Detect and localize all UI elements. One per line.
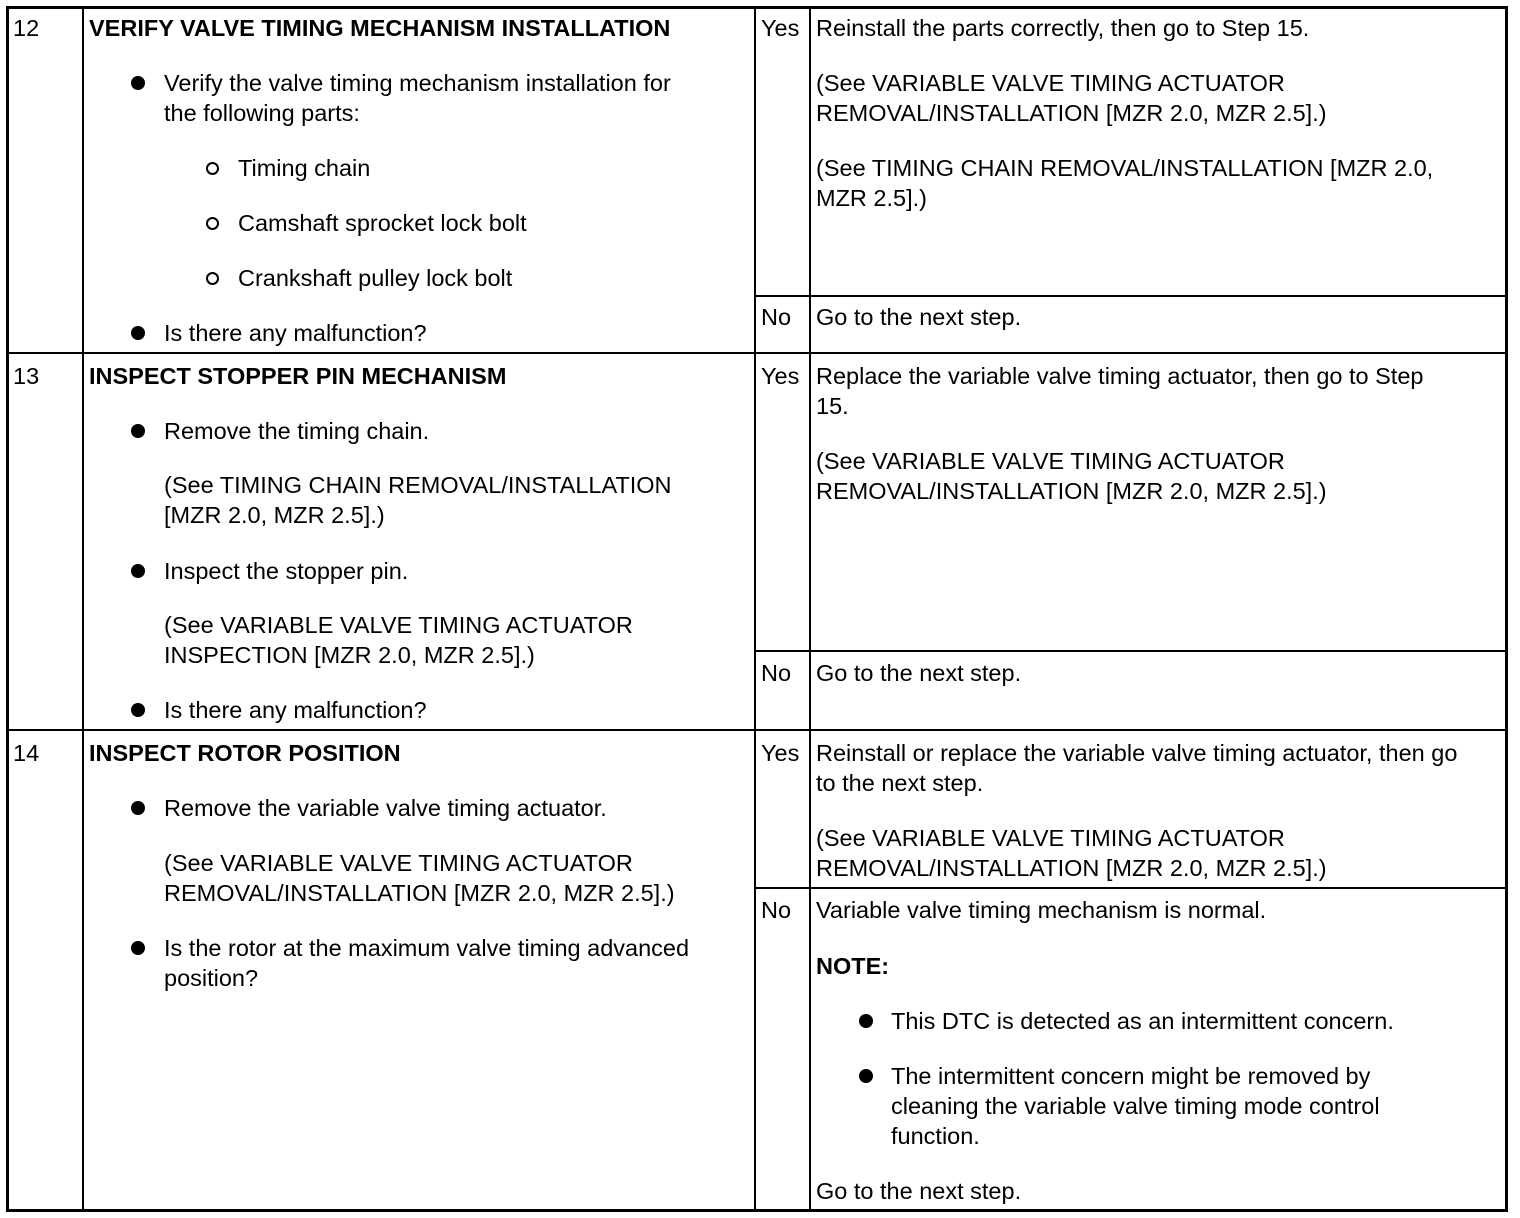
yes-no-divider bbox=[755, 887, 1508, 889]
reference-text: REMOVAL/INSTALLATION [MZR 2.0, MZR 2.5].) bbox=[816, 478, 1327, 504]
bullet-icon bbox=[859, 1069, 873, 1083]
action-text: Go to the next step. bbox=[816, 304, 1022, 330]
reference-text: REMOVAL/INSTALLATION [MZR 2.0, MZR 2.5].) bbox=[816, 855, 1327, 881]
note-text: This DTC is detected as an intermittent concern. bbox=[891, 1008, 1394, 1034]
question-text: position? bbox=[164, 965, 259, 991]
reference-text: INSPECTION [MZR 2.0, MZR 2.5].) bbox=[164, 642, 535, 668]
column-divider bbox=[754, 6, 756, 1212]
note-label: NOTE: bbox=[816, 953, 890, 979]
instruction-text: the following parts: bbox=[164, 100, 360, 126]
step-title: INSPECT ROTOR POSITION bbox=[89, 740, 401, 766]
action-text: Variable valve timing mechanism is normal. bbox=[816, 897, 1267, 923]
note-text: The intermittent concern might be removed by bbox=[891, 1063, 1371, 1089]
yes-no-divider bbox=[755, 650, 1508, 652]
question-text: Is the rotor at the maximum valve timing advanced bbox=[164, 935, 690, 961]
reference-text: (See VARIABLE VALVE TIMING ACTUATOR bbox=[816, 825, 1285, 851]
instruction-text: Remove the timing chain. bbox=[164, 418, 430, 444]
yes-label: Yes bbox=[761, 363, 800, 389]
action-text: 15. bbox=[816, 393, 849, 419]
yes-no-divider bbox=[755, 295, 1508, 297]
sub-bullet-icon bbox=[206, 272, 219, 285]
action-text: Reinstall or replace the variable valve timing actuator, then go bbox=[816, 740, 1458, 766]
reference-text: [MZR 2.0, MZR 2.5].) bbox=[164, 502, 385, 528]
reference-text: (See TIMING CHAIN REMOVAL/INSTALLATION [MZR 2.0, bbox=[816, 155, 1434, 181]
step-number: 13 bbox=[13, 363, 40, 389]
reference-text: (See VARIABLE VALVE TIMING ACTUATOR bbox=[816, 448, 1285, 474]
bullet-icon bbox=[131, 424, 145, 438]
no-label: No bbox=[761, 660, 792, 686]
question-text: Is there any malfunction? bbox=[164, 697, 427, 723]
reference-text: (See VARIABLE VALVE TIMING ACTUATOR bbox=[816, 70, 1285, 96]
reference-text: MZR 2.5].) bbox=[816, 185, 927, 211]
instruction-text: Inspect the stopper pin. bbox=[164, 558, 409, 584]
yes-label: Yes bbox=[761, 740, 800, 766]
question-text: Is there any malfunction? bbox=[164, 320, 427, 346]
action-text: to the next step. bbox=[816, 770, 984, 796]
action-text: Go to the next step. bbox=[816, 1178, 1022, 1204]
instruction-text: Remove the variable valve timing actuator. bbox=[164, 795, 607, 821]
sub-bullet-icon bbox=[206, 217, 219, 230]
sub-item-text: Camshaft sprocket lock bolt bbox=[238, 210, 527, 236]
action-text: Reinstall the parts correctly, then go to Step 15. bbox=[816, 15, 1310, 41]
bullet-icon bbox=[131, 564, 145, 578]
bullet-icon bbox=[131, 941, 145, 955]
sub-item-text: Crankshaft pulley lock bolt bbox=[238, 265, 513, 291]
reference-text: REMOVAL/INSTALLATION [MZR 2.0, MZR 2.5].) bbox=[164, 880, 675, 906]
bullet-icon bbox=[131, 76, 145, 90]
note-text: cleaning the variable valve timing mode control bbox=[891, 1093, 1380, 1119]
no-label: No bbox=[761, 304, 792, 330]
bullet-icon bbox=[131, 801, 145, 815]
column-divider bbox=[82, 6, 84, 1212]
no-label: No bbox=[761, 897, 792, 923]
note-text: function. bbox=[891, 1123, 980, 1149]
bullet-icon bbox=[131, 326, 145, 340]
reference-text: (See TIMING CHAIN REMOVAL/INSTALLATION bbox=[164, 472, 672, 498]
action-text: Go to the next step. bbox=[816, 660, 1022, 686]
step-number: 14 bbox=[13, 740, 40, 766]
step-title: VERIFY VALVE TIMING MECHANISM INSTALLATION bbox=[89, 15, 671, 41]
yes-label: Yes bbox=[761, 15, 800, 41]
row-divider bbox=[6, 352, 1508, 354]
step-number: 12 bbox=[13, 15, 40, 41]
reference-text: (See VARIABLE VALVE TIMING ACTUATOR bbox=[164, 850, 633, 876]
instruction-text: Verify the valve timing mechanism installation for bbox=[164, 70, 671, 96]
reference-text: REMOVAL/INSTALLATION [MZR 2.0, MZR 2.5].) bbox=[816, 100, 1327, 126]
step-title: INSPECT STOPPER PIN MECHANISM bbox=[89, 363, 507, 389]
column-divider bbox=[809, 6, 811, 1212]
bullet-icon bbox=[859, 1014, 873, 1028]
action-text: Replace the variable valve timing actuator, then go to Step bbox=[816, 363, 1424, 389]
bullet-icon bbox=[131, 703, 145, 717]
sub-bullet-icon bbox=[206, 162, 219, 175]
reference-text: (See VARIABLE VALVE TIMING ACTUATOR bbox=[164, 612, 633, 638]
sub-item-text: Timing chain bbox=[238, 155, 371, 181]
row-divider bbox=[6, 729, 1508, 731]
